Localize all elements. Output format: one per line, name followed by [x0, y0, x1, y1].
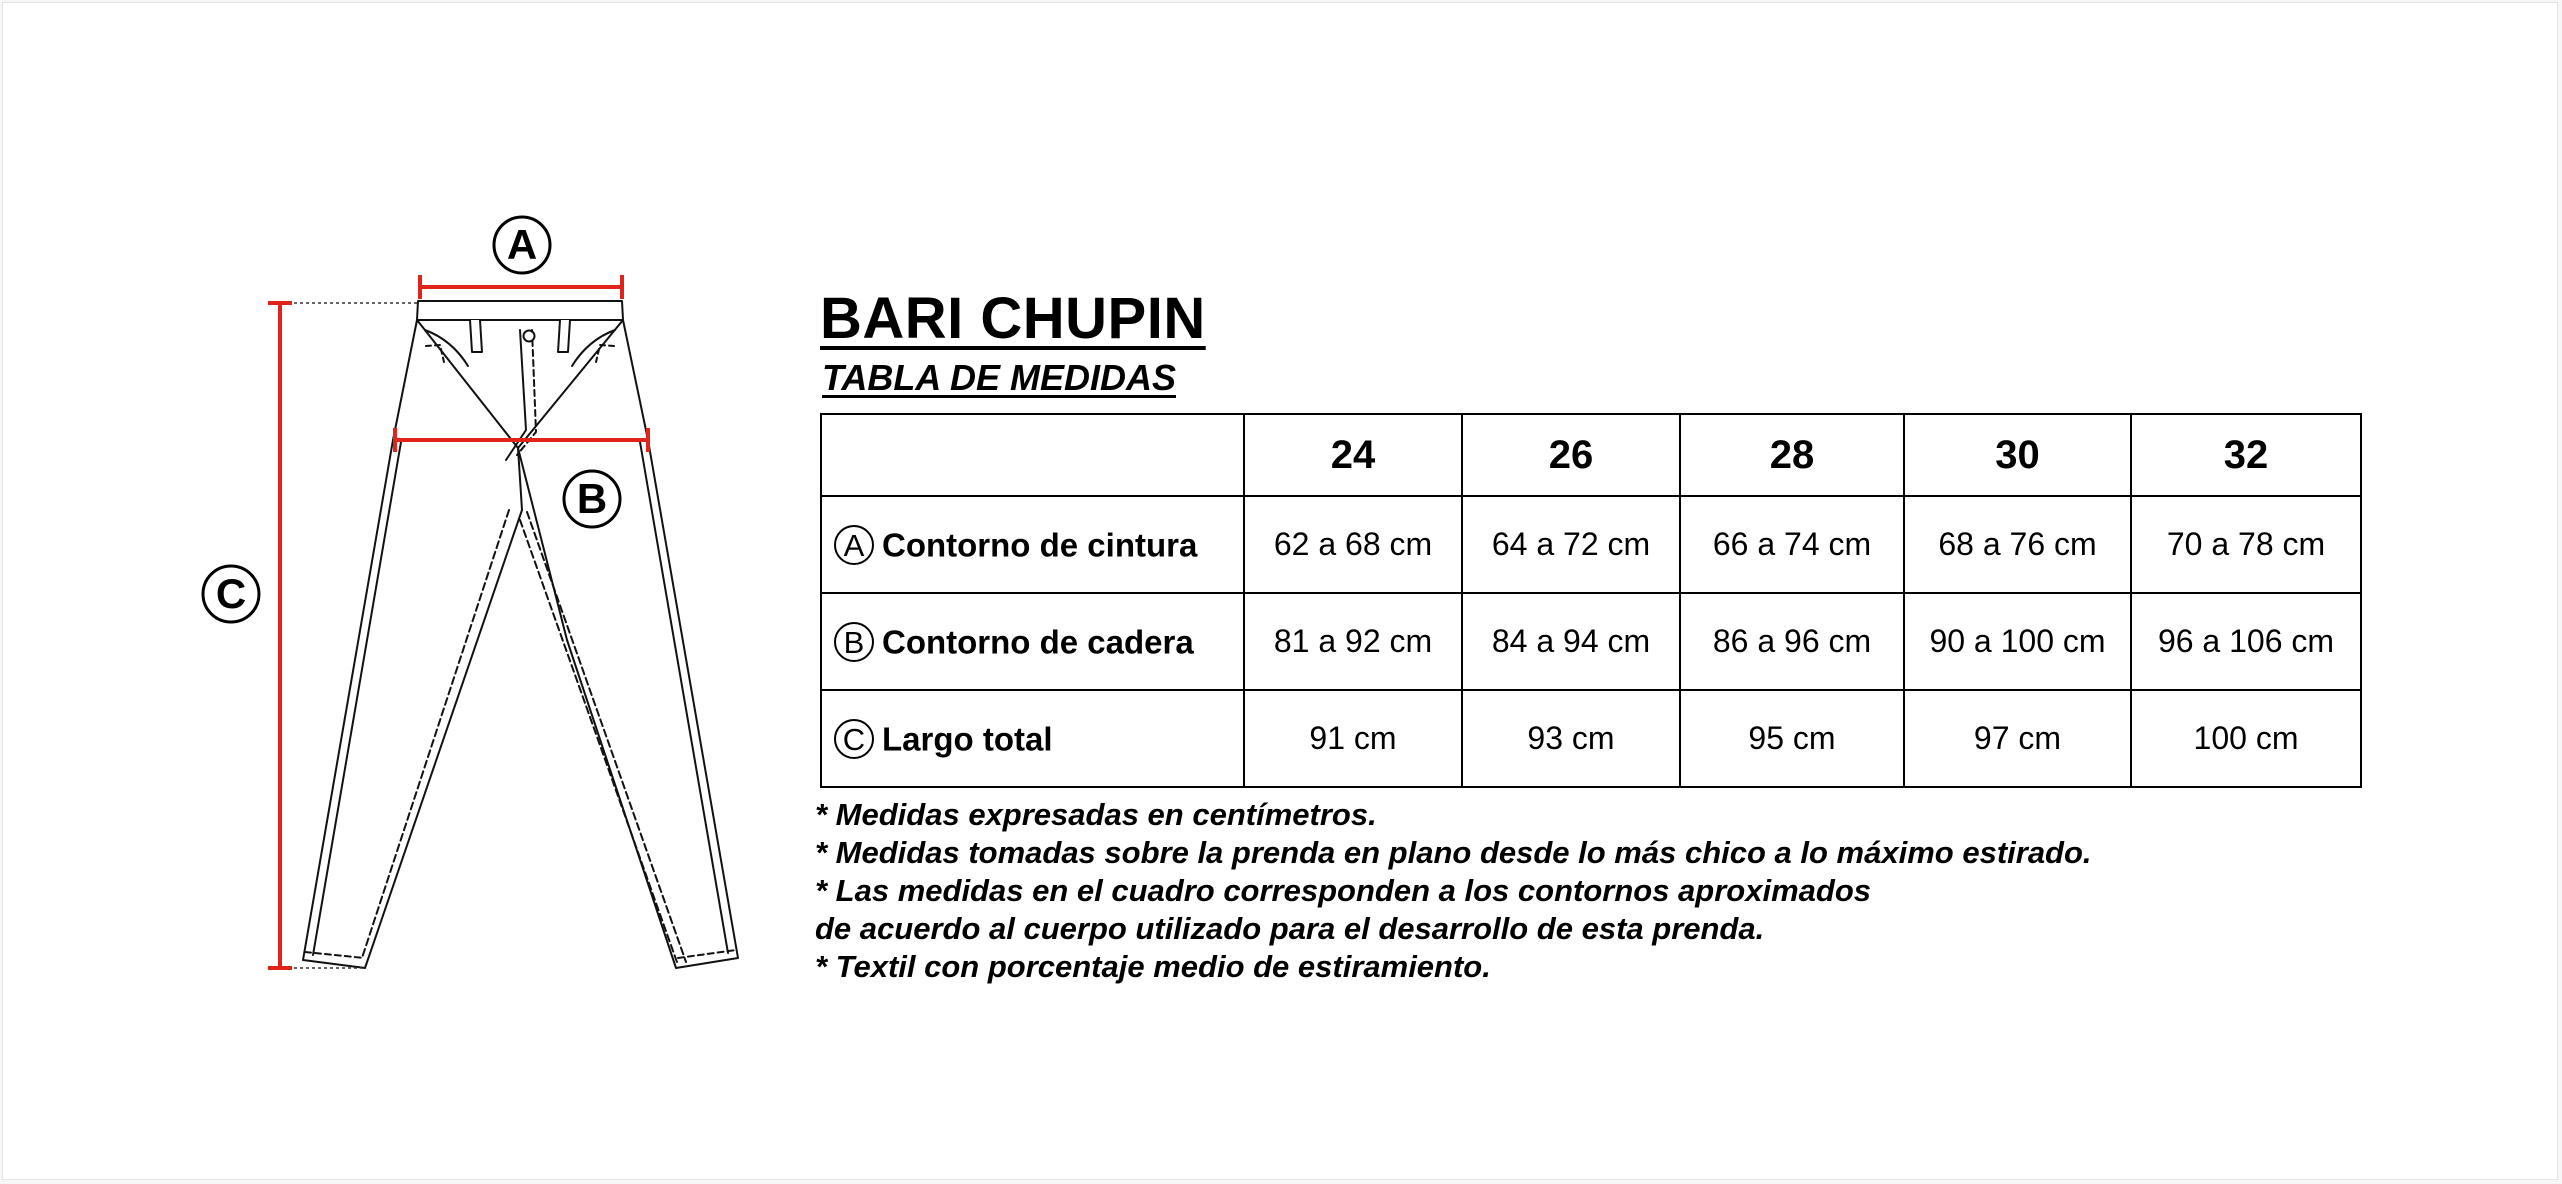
row-marker-b: B: [834, 622, 874, 662]
page-title: BARI CHUPIN: [820, 286, 1206, 351]
measure-line-a: [420, 275, 622, 299]
row-label-largo: [821, 690, 1244, 787]
table-cell: 81 a 92 cm: [1244, 593, 1462, 690]
size-header-30: 30: [1904, 414, 2131, 496]
table-corner: [821, 414, 1244, 496]
row-label-text: Contorno de cintura: [882, 526, 1198, 564]
table-cell: 93 cm: [1462, 690, 1680, 787]
size-header-24: 24: [1244, 414, 1462, 496]
size-header-26: 26: [1462, 414, 1680, 496]
row-label-text: Largo total: [882, 720, 1053, 758]
marker-c: [203, 566, 259, 622]
table-cell: 66 a 74 cm: [1680, 496, 1904, 593]
notes: [815, 796, 2092, 986]
note-line: * Textil con porcentaje medio de estiramiento.: [815, 949, 1491, 984]
table-cell: 68 a 76 cm: [1904, 496, 2131, 593]
table-cell: 84 a 94 cm: [1462, 593, 1680, 690]
table-cell: 64 a 72 cm: [1462, 496, 1680, 593]
marker-a: [494, 217, 550, 273]
table-cell: 86 a 96 cm: [1680, 593, 1904, 690]
row-marker-a: A: [834, 525, 874, 565]
table-cell: 62 a 68 cm: [1244, 496, 1462, 593]
table-cell: 95 cm: [1680, 690, 1904, 787]
table-cell: 97 cm: [1904, 690, 2131, 787]
measure-line-c: [268, 303, 292, 968]
size-header-32: 32: [2131, 414, 2361, 496]
table-row-largo: [821, 690, 2361, 787]
row-label-text: Contorno de cadera: [882, 623, 1194, 661]
marker-b-label: B: [576, 475, 608, 522]
row-marker-c: C: [834, 719, 874, 759]
note-line: de acuerdo al cuerpo utilizado para el desarrollo de esta prenda.: [815, 911, 1765, 946]
note-line: * Medidas expresadas en centímetros.: [815, 797, 1377, 832]
table-cell: 91 cm: [1244, 690, 1462, 787]
table-row-cintura: [821, 496, 2361, 593]
row-label-cintura: [821, 496, 1244, 593]
table-row-cadera: [821, 593, 2361, 690]
pants-outline: [303, 301, 738, 968]
note-line: * Medidas tomadas sobre la prenda en plano desde lo más chico a lo máximo estirado.: [815, 835, 2092, 870]
table-cell: 90 a 100 cm: [1904, 593, 2131, 690]
marker-c-label: C: [215, 570, 247, 617]
jeans-diagram: [0, 0, 760, 1184]
note-line: * Las medidas en el cuadro corresponden a los contornos aproximados: [815, 873, 1871, 908]
marker-b: [564, 471, 620, 527]
page-subtitle: TABLA DE MEDIDAS: [822, 357, 1176, 398]
table-cell: 96 a 106 cm: [2131, 593, 2361, 690]
size-header-28: 28: [1680, 414, 1904, 496]
row-label-cadera: [821, 593, 1244, 690]
marker-a-label: A: [506, 221, 538, 268]
size-table: [820, 413, 2362, 788]
table-cell: 70 a 78 cm: [2131, 496, 2361, 593]
table-cell: 100 cm: [2131, 690, 2361, 787]
size-header-row: [821, 414, 2361, 496]
